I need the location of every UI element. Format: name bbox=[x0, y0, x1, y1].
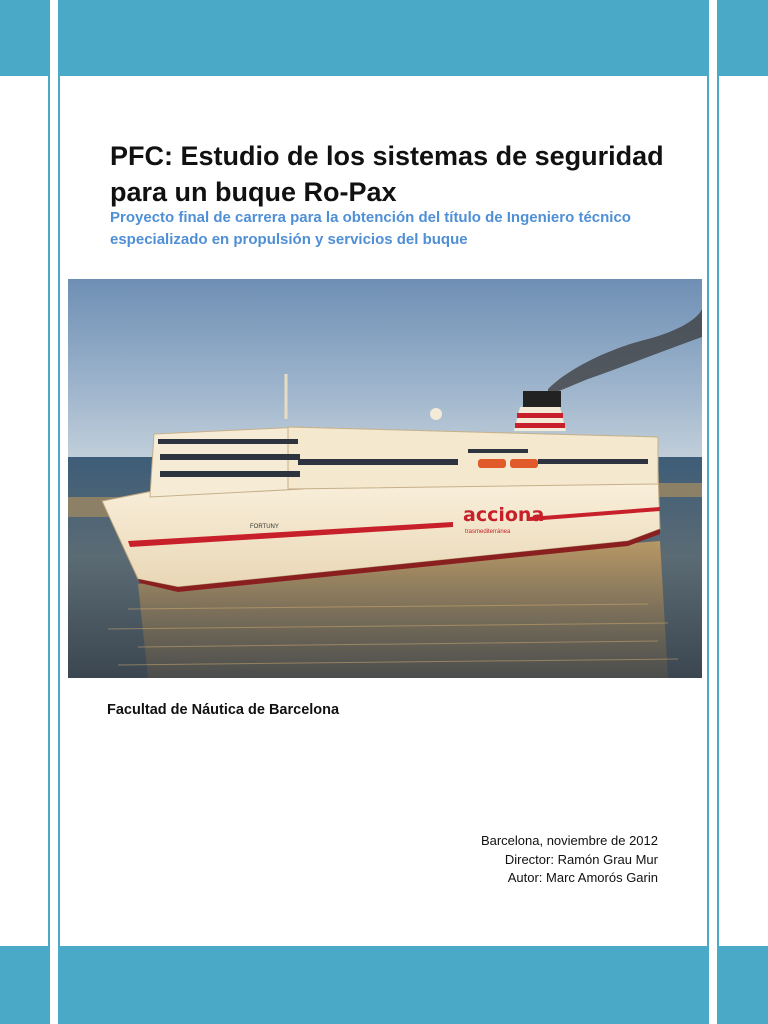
lifeboat-1 bbox=[478, 459, 506, 468]
mid-superstructure bbox=[288, 427, 658, 489]
top-center-band bbox=[59, 0, 707, 76]
bottom-center-band bbox=[59, 946, 707, 1024]
lifeboat-2 bbox=[510, 459, 538, 468]
top-left-band bbox=[0, 0, 49, 76]
funnel-band-top bbox=[523, 391, 561, 407]
breakwater-right bbox=[658, 483, 702, 497]
hull-brand-logo: acciona bbox=[463, 504, 545, 526]
faculty-name: Facultad de Náutica de Barcelona bbox=[107, 702, 340, 718]
funnel-band-red-1 bbox=[517, 413, 563, 418]
document-subtitle: Proyecto final de carrera para la obtención del título de Ingeniero técnico especializado en propulsión y servicios del buque bbox=[110, 209, 631, 248]
author: Autor: Marc Amorós Garin bbox=[507, 870, 658, 885]
director: Director: Ramón Grau Mur bbox=[504, 851, 658, 867]
frame-line-left-outer bbox=[48, 0, 50, 1024]
radar-dome bbox=[430, 408, 442, 420]
cover-photo-ferry bbox=[68, 279, 702, 678]
document-credits bbox=[481, 832, 658, 888]
frame-line-right-outer bbox=[717, 0, 719, 1024]
funnel-band-red-2 bbox=[515, 423, 565, 428]
place-date: Barcelona, noviembre de 2012 bbox=[480, 833, 658, 848]
hull-sub-brand: trasmediterránea bbox=[465, 529, 511, 535]
top-right-band bbox=[718, 0, 768, 76]
document-title: PFC: Estudio de los sistemas de seguridad para un buque Ro-Pax bbox=[110, 141, 664, 207]
bottom-left-band bbox=[0, 946, 49, 1024]
frame-line-left-inner bbox=[58, 0, 60, 1024]
bottom-right-band bbox=[718, 946, 768, 1024]
ship-name: FORTUNY bbox=[250, 524, 279, 530]
bow-superstructure bbox=[150, 427, 303, 497]
